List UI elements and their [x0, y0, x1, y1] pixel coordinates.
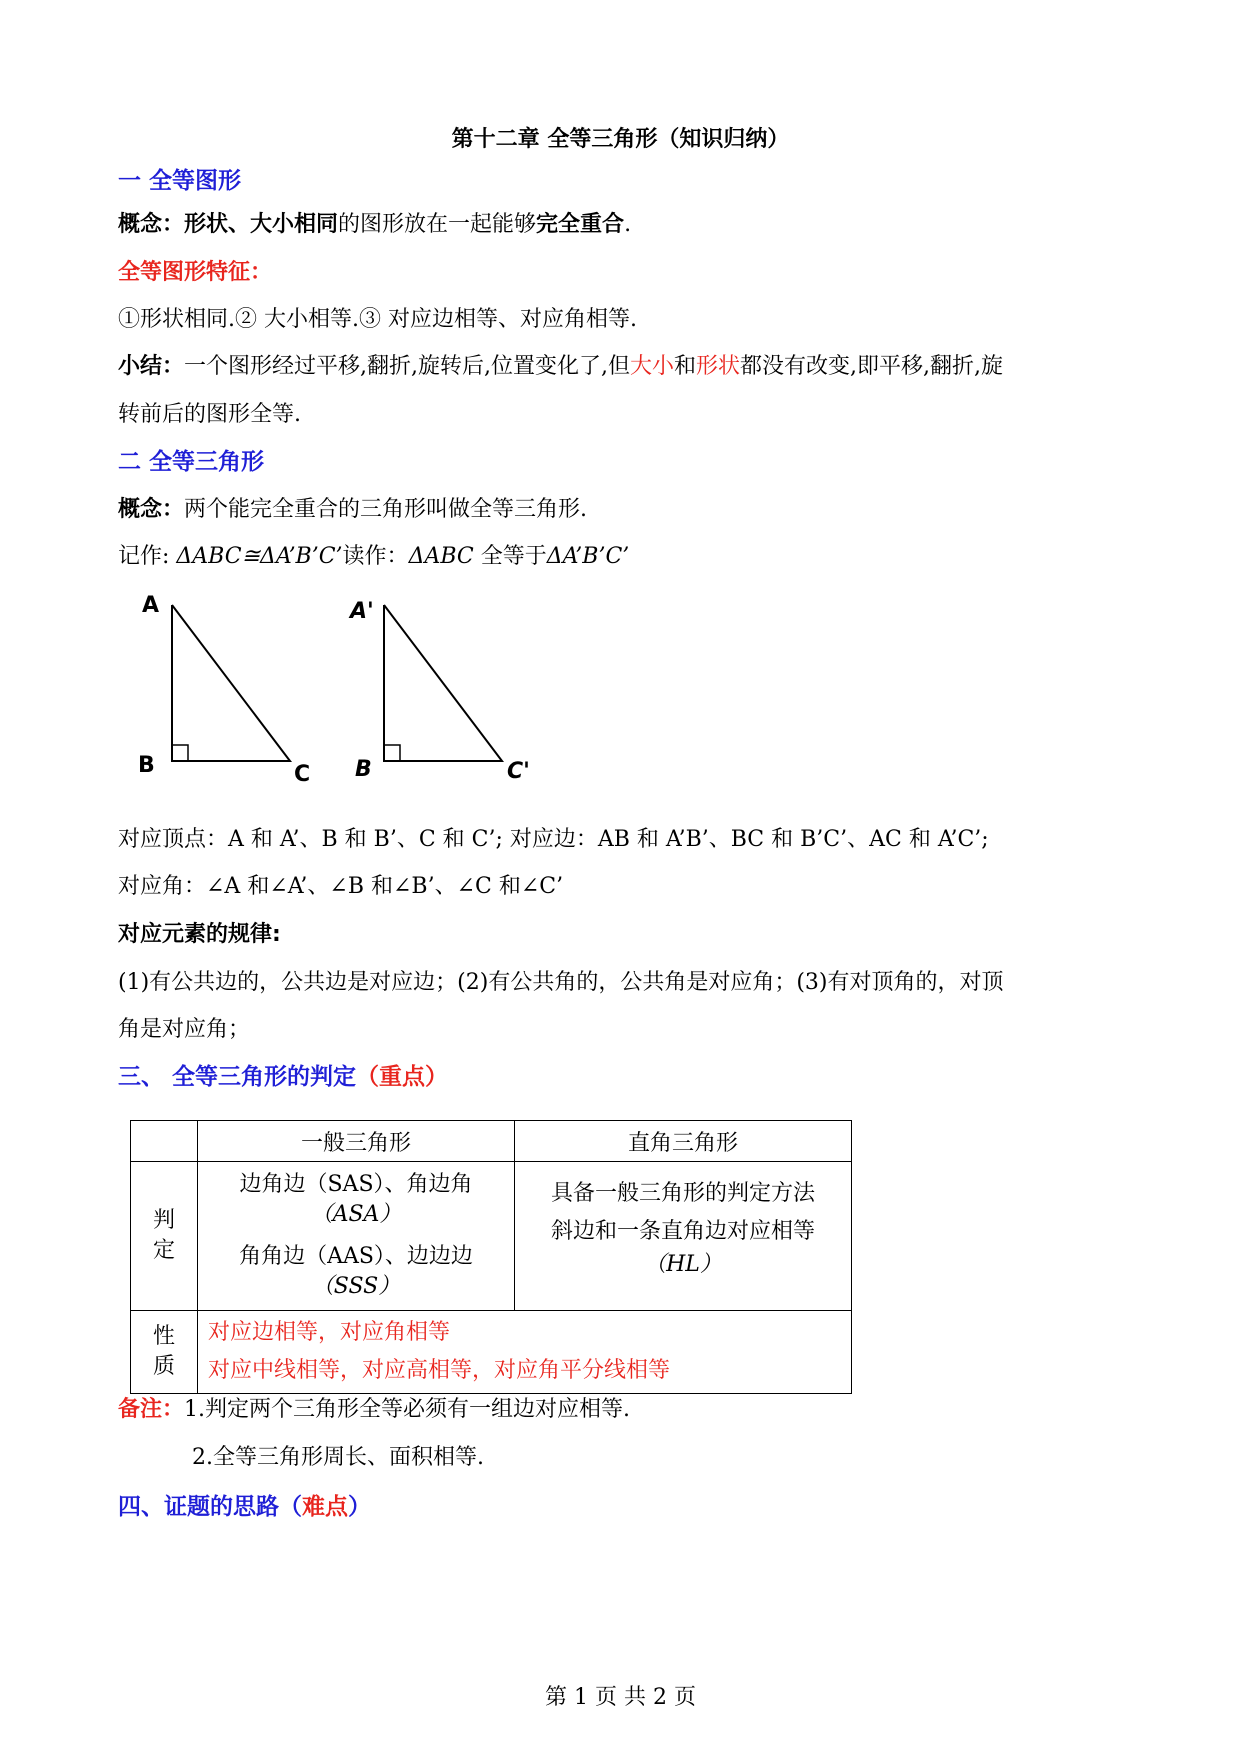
label-a: A [142, 593, 160, 618]
page-title: 第十二章 全等三角形（知识归纳） [451, 127, 790, 152]
property-line-2: 对应中线相等，对应高相等，对应角平分线相等 [208, 1358, 671, 1383]
table-corner-cell [131, 1121, 198, 1162]
label-c: C [294, 762, 311, 787]
row-label-char-4: 质 [152, 1354, 175, 1379]
sec1-concept-line [118, 210, 631, 240]
congruence-criteria-table [130, 1120, 852, 1394]
read-expr-1: ΔABC [408, 544, 474, 569]
section-4-paren-close: ） [348, 1494, 371, 1520]
summary-and: 和 [674, 354, 697, 379]
section-3-heading-key: （重点） [356, 1064, 449, 1090]
section-4-heading [118, 1492, 371, 1522]
vertex-line: 对应顶点：A 和 A’、B 和 B’、C 和 C’; 对应边：AB 和 A’B’、BC 和 B’C’、AC 和 A’C’; [118, 827, 989, 852]
summary-text-1: 一个图形经过平移,翻折,旋转后,位置变化了,但 [184, 354, 630, 379]
section-4-heading-key: 难点 [302, 1494, 348, 1520]
section-3-heading [118, 1062, 448, 1092]
notation-line [118, 542, 629, 572]
right-criteria-line: （HL） [644, 1252, 722, 1277]
sec2-concept-label: 概念： [118, 497, 185, 522]
notation-expr: ΔABC≅ΔA’B’C’ [176, 544, 343, 569]
general-criteria-line: 边角边（SAS）、角边角 [239, 1172, 473, 1197]
row-label-char-3: 性 [152, 1324, 175, 1349]
row-label-property [131, 1311, 198, 1394]
note-line-2: 2.全等三角形周长、面积相等. [192, 1445, 484, 1470]
sec2-concept-text: 两个能完全重合的三角形叫做全等三角形. [184, 497, 588, 522]
triangle-a2b2c2 [384, 605, 502, 761]
sec2-concept-line [118, 495, 587, 525]
label-c-prime: C' [507, 759, 530, 784]
property-cell [198, 1311, 852, 1394]
summary-line-2: 转前后的图形全等. [118, 402, 301, 427]
read-expr-2: ΔA’B’C’ [546, 544, 630, 569]
congruent-triangles-figure [130, 585, 560, 790]
right-criteria-cell [515, 1162, 852, 1311]
summary-label: 小结： [118, 354, 185, 379]
sec1-concept-text: 的图形放在一起能够 [338, 212, 537, 237]
table-header-right: 直角三角形 [515, 1121, 852, 1162]
general-criteria-line: （ASA） [310, 1202, 402, 1227]
summary-red-2: 形状 [696, 354, 741, 379]
property-line-1: 对应边相等，对应角相等 [208, 1320, 451, 1345]
row-label-char-2: 定 [152, 1238, 175, 1263]
rule-heading: 对应元素的规律: [118, 922, 281, 947]
page-footer: 第 1 页 共 2 页 [545, 1685, 696, 1710]
summary-line-1 [118, 352, 1003, 382]
table-header-general: 一般三角形 [198, 1121, 515, 1162]
row-label-char-1: 判 [152, 1208, 175, 1233]
general-criteria-line: 角角边（AAS）、边边边 [239, 1244, 473, 1269]
note-line-1 [118, 1395, 630, 1425]
section-3-heading-main: 三、 全等三角形的判定 [118, 1064, 357, 1090]
summary-red-1: 大小 [630, 354, 675, 379]
note-1: 1.判定两个三角形全等必须有一组边对应相等. [184, 1397, 631, 1422]
section-1-heading: 一 全等图形 [118, 168, 242, 194]
label-b-prime: B [355, 757, 372, 782]
note-label: 备注： [118, 1397, 185, 1422]
section-4-paren-open: （ [279, 1494, 302, 1520]
row-label-determination [131, 1162, 198, 1311]
sec1-concept-end: . [624, 212, 632, 237]
section-2-heading: 二 全等三角形 [118, 449, 265, 475]
read-mid: 全等于 [473, 544, 547, 569]
rule-text-1: (1)有公共边的，公共边是对应边；(2)有公共角的，公共角是对应角；(3)有对顶角的，对顶 [118, 970, 1004, 995]
angle-line: 对应角：∠A 和∠A’、∠B 和∠B’、∠C 和∠C’ [118, 874, 564, 899]
section-4-heading-main: 四、证题的思路 [118, 1494, 279, 1520]
notation-label: 记作: [118, 544, 177, 569]
sec1-concept-bold2: 完全重合 [536, 212, 625, 237]
right-criteria-line: 具备一般三角形的判定方法 [550, 1181, 815, 1206]
rule-text-2: 角是对应角； [118, 1017, 251, 1042]
sec1-concept-label: 概念： [118, 212, 185, 237]
right-criteria-line: 斜边和一条直角边对应相等 [550, 1219, 815, 1244]
label-a-prime: A' [350, 599, 374, 624]
label-b: B [138, 753, 155, 778]
triangle-abc [172, 605, 290, 761]
summary-text-2: 都没有改变,即平移,翻折,旋 [740, 354, 1004, 379]
feature-heading: 全等图形特征： [118, 260, 273, 285]
read-label: 读作： [342, 544, 409, 569]
general-criteria-cell [198, 1162, 515, 1311]
feature-text: ①形状相同.② 大小相等.③ 对应边相等、对应角相等. [118, 307, 637, 332]
sec1-concept-bold1: 形状、大小相同 [184, 212, 339, 237]
general-criteria-line: （SSS） [311, 1274, 401, 1299]
